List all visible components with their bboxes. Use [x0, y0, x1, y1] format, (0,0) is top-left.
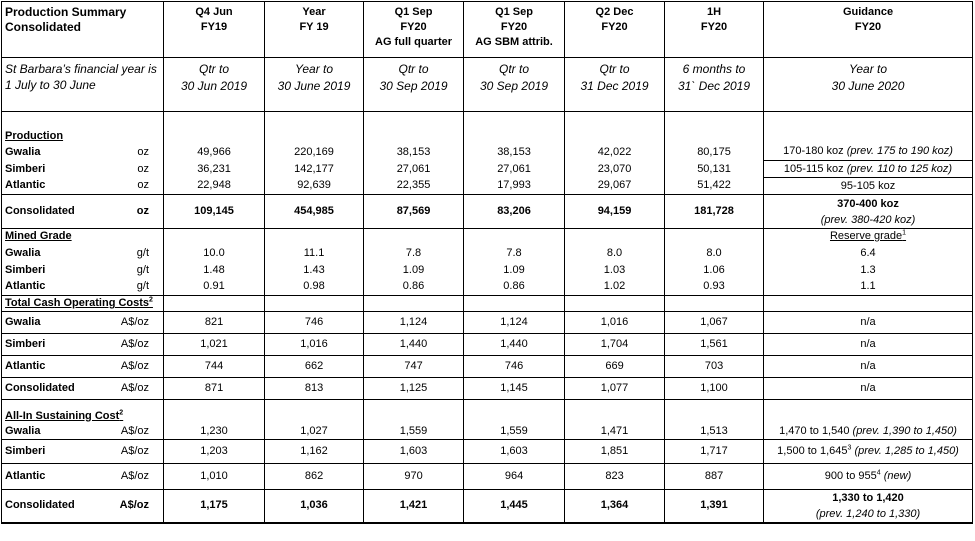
title-line2: Consolidated — [5, 20, 82, 34]
guidance-value: 105-115 koz — [783, 162, 844, 175]
period-line1: Year to — [295, 62, 334, 76]
value-cell: 1,364 — [565, 489, 665, 523]
value-cell: 1,124 — [464, 312, 565, 334]
value-cell: 1.09 — [464, 262, 565, 279]
value-cell: 454,985 — [265, 195, 364, 229]
row-label: Atlantic — [2, 178, 114, 195]
row-unit: oz — [114, 178, 164, 195]
col-header-line1: Guidance — [842, 6, 894, 18]
value-cell: 1,230 — [164, 424, 265, 440]
col-header-q4-jun-fy19 — [164, 2, 265, 58]
empty-cell — [464, 296, 565, 312]
row-unit: g/t — [114, 245, 164, 262]
empty-cell — [565, 400, 665, 424]
table-row — [2, 463, 973, 489]
value-cell: 0.93 — [665, 279, 764, 296]
empty-cell — [665, 129, 764, 144]
spacer-cell — [164, 112, 265, 129]
row-label: Simberi — [2, 439, 114, 463]
value-cell: 1,162 — [265, 439, 364, 463]
value-cell: 0.86 — [364, 279, 464, 296]
value-cell: 1,016 — [265, 334, 364, 356]
guidance-note: (prev. 1,285 to 1,450) — [854, 444, 959, 457]
guidance-cell — [764, 489, 973, 523]
fiscal-year-note: St Barbara’s financial year is 1 July to 30 June — [2, 58, 164, 112]
guidance-note: (new) — [883, 469, 912, 482]
value-cell: 220,169 — [265, 144, 364, 161]
col-header-q2-dec-fy20 — [565, 2, 665, 58]
table-row — [2, 312, 973, 334]
empty-cell — [114, 129, 164, 144]
value-cell: 181,728 — [665, 195, 764, 229]
guidance-value: 370-400 koz — [837, 197, 899, 210]
period-line1: Qtr to — [199, 62, 230, 76]
guidance-value: 1,470 to 1,540 — [779, 424, 850, 437]
value-cell: 1.03 — [565, 262, 665, 279]
empty-cell — [764, 129, 973, 144]
col-header-line2: FY 19 — [299, 21, 329, 33]
guidance-value: 1,330 to 1,420 — [832, 491, 904, 504]
empty-cell — [464, 129, 565, 144]
empty-cell — [464, 400, 565, 424]
value-cell: 744 — [164, 356, 265, 378]
value-cell: 1,124 — [364, 312, 464, 334]
section-heading: Mined Grade — [2, 229, 114, 245]
guidance-cell: n/a — [764, 356, 973, 378]
row-label: Simberi — [2, 334, 114, 356]
period-line2: 30 Jun 2019 — [180, 79, 248, 93]
value-cell: 1,440 — [464, 334, 565, 356]
value-cell: 823 — [565, 463, 665, 489]
value-cell: 662 — [265, 356, 364, 378]
col-header-guidance-fy20 — [764, 2, 973, 58]
value-cell: 1,471 — [565, 424, 665, 440]
value-cell: 1,036 — [265, 489, 364, 523]
value-cell: 0.91 — [164, 279, 265, 296]
period-line1: 6 months to — [682, 62, 746, 76]
period-col-3 — [464, 58, 565, 112]
table-row — [2, 424, 973, 440]
period-line2: 30 June 2020 — [831, 79, 905, 93]
period-line2: 30 Sep 2019 — [379, 79, 448, 93]
col-header-line1: Year — [302, 6, 326, 18]
footnote-marker: 2 — [149, 296, 153, 304]
row-unit: A$/oz — [114, 378, 164, 400]
value-cell: 1,203 — [164, 439, 265, 463]
value-cell: 1,561 — [665, 334, 764, 356]
period-line1: Qtr to — [499, 62, 530, 76]
row-unit: A$/oz — [114, 356, 164, 378]
value-cell: 1.48 — [164, 262, 265, 279]
section-production-spacer — [2, 112, 973, 129]
value-cell: 1,445 — [464, 489, 565, 523]
value-cell: 1,603 — [464, 439, 565, 463]
value-cell: 1,100 — [665, 378, 764, 400]
table-row — [2, 144, 973, 161]
value-cell: 1.43 — [265, 262, 364, 279]
value-cell: 11.1 — [265, 245, 364, 262]
empty-cell — [565, 229, 665, 245]
guidance-cell — [764, 178, 973, 195]
value-cell: 871 — [164, 378, 265, 400]
value-cell: 821 — [164, 312, 265, 334]
guidance-cell — [764, 463, 973, 489]
row-unit: g/t — [114, 279, 164, 296]
value-cell: 1,513 — [665, 424, 764, 440]
guidance-cell — [764, 439, 973, 463]
value-cell: 109,145 — [164, 195, 265, 229]
value-cell: 94,159 — [565, 195, 665, 229]
value-cell: 1.06 — [665, 262, 764, 279]
empty-cell — [764, 400, 973, 424]
empty-cell — [364, 296, 464, 312]
spacer-cell — [464, 112, 565, 129]
row-label: Gwalia — [2, 312, 114, 334]
value-cell: 1,067 — [665, 312, 764, 334]
section-heading-label: All-In Sustaining Cost — [5, 409, 120, 422]
table-row-total — [2, 195, 973, 229]
header-row — [2, 2, 973, 58]
footnote-marker: 3 — [847, 443, 852, 451]
value-cell: 862 — [265, 463, 364, 489]
value-cell: 970 — [364, 463, 464, 489]
row-label: Simberi — [2, 161, 114, 178]
empty-cell — [665, 229, 764, 245]
value-cell: 1,016 — [565, 312, 665, 334]
value-cell: 17,993 — [464, 178, 565, 195]
guidance-note: (prev. 110 to 125 koz) — [846, 162, 953, 175]
section-production-heading — [2, 129, 973, 144]
value-cell: 87,569 — [364, 195, 464, 229]
guidance-cell — [764, 144, 973, 161]
empty-cell — [665, 400, 764, 424]
col-header-line2: FY20 — [700, 21, 728, 33]
empty-cell — [164, 229, 265, 245]
value-cell: 1,391 — [665, 489, 764, 523]
guidance-cell: 1.3 — [764, 262, 973, 279]
value-cell: 1,125 — [364, 378, 464, 400]
col-header-line3: AG SBM attrib. — [475, 36, 553, 48]
spacer-cell — [265, 112, 364, 129]
row-unit: A$/oz — [114, 489, 164, 523]
reserve-grade-label: Reserve grade — [829, 230, 903, 243]
value-cell: 1,440 — [364, 334, 464, 356]
col-header-year-fy19 — [265, 2, 364, 58]
value-cell: 1,704 — [565, 334, 665, 356]
spacer-cell — [2, 112, 114, 129]
value-cell: 27,061 — [364, 161, 464, 178]
guidance-value: 170-180 koz — [783, 145, 844, 158]
guidance-cell: n/a — [764, 334, 973, 356]
value-cell: 1,559 — [464, 424, 565, 440]
empty-cell — [464, 229, 565, 245]
value-cell: 49,966 — [164, 144, 265, 161]
table-row-total — [2, 378, 973, 400]
value-cell: 0.98 — [265, 279, 364, 296]
section-aisc-heading — [2, 400, 973, 424]
value-cell: 1,021 — [164, 334, 265, 356]
row-unit: A$/oz — [114, 312, 164, 334]
value-cell: 747 — [364, 356, 464, 378]
table-row — [2, 245, 973, 262]
empty-cell — [164, 129, 265, 144]
section-heading-label: Total Cash Operating Costs — [5, 297, 150, 309]
section-cash-costs-heading — [2, 296, 973, 312]
row-label: Gwalia — [2, 424, 114, 440]
col-header-line2: FY20 — [400, 21, 427, 33]
row-label: Simberi — [2, 262, 114, 279]
empty-cell — [364, 400, 464, 424]
col-header-line2: FY20 — [854, 21, 882, 33]
guidance-cell: n/a — [764, 312, 973, 334]
value-cell: 142,177 — [265, 161, 364, 178]
empty-cell — [164, 400, 265, 424]
period-col-2 — [364, 58, 464, 112]
guidance-cell: 1.1 — [764, 279, 973, 296]
guidance-cell: n/a — [764, 378, 973, 400]
row-label: Atlantic — [2, 279, 114, 296]
spacer-cell — [764, 112, 973, 129]
spacer-cell — [114, 112, 164, 129]
row-label: Atlantic — [2, 463, 114, 489]
period-col-5 — [665, 58, 764, 112]
col-header-line1: Q1 Sep — [394, 6, 433, 18]
value-cell: 29,067 — [565, 178, 665, 195]
guidance-note: (prev. 380-420 koz) — [820, 213, 916, 226]
spacer-cell — [565, 112, 665, 129]
value-cell: 10.0 — [164, 245, 265, 262]
value-cell: 703 — [665, 356, 764, 378]
col-header-line1: Q1 Sep — [495, 6, 533, 18]
value-cell: 813 — [265, 378, 364, 400]
empty-cell — [565, 129, 665, 144]
col-header-line2: FY20 — [601, 21, 628, 33]
empty-cell — [364, 129, 464, 144]
guidance-cell — [764, 161, 973, 178]
period-line1: Qtr to — [398, 62, 429, 76]
value-cell: 1,027 — [265, 424, 364, 440]
value-cell: 1,145 — [464, 378, 565, 400]
footnote-marker: 2 — [119, 408, 124, 416]
value-cell: 1,421 — [364, 489, 464, 523]
value-cell: 746 — [464, 356, 565, 378]
guidance-value: 900 to 955 — [824, 469, 877, 482]
spacer-cell — [364, 112, 464, 129]
col-header-line2: FY20 — [500, 21, 528, 33]
col-header-q1-sep-fy20-attrib — [464, 2, 565, 58]
empty-cell — [364, 229, 464, 245]
row-unit: A$/oz — [114, 439, 164, 463]
guidance-note: (prev. 1,240 to 1,330) — [815, 507, 921, 520]
row-unit: g/t — [114, 262, 164, 279]
value-cell: 8.0 — [665, 245, 764, 262]
section-grade-heading — [2, 229, 973, 245]
value-cell: 23,070 — [565, 161, 665, 178]
value-cell: 964 — [464, 463, 565, 489]
footnote-marker: 4 — [876, 468, 881, 476]
value-cell: 42,022 — [565, 144, 665, 161]
value-cell: 51,422 — [665, 178, 764, 195]
row-label: Gwalia — [2, 245, 114, 262]
period-line2: 30 June 2019 — [277, 79, 351, 93]
table-row — [2, 178, 973, 195]
row-unit: oz — [114, 195, 164, 229]
period-col-4 — [565, 58, 665, 112]
col-header-line3: AG full quarter — [375, 36, 453, 48]
period-col-0 — [164, 58, 265, 112]
table-title — [2, 2, 164, 58]
section-heading: Production — [2, 129, 114, 144]
value-cell: 27,061 — [464, 161, 565, 178]
empty-cell — [265, 129, 364, 144]
value-cell: 1.02 — [565, 279, 665, 296]
value-cell: 7.8 — [464, 245, 565, 262]
row-unit: oz — [114, 161, 164, 178]
row-label: Atlantic — [2, 356, 114, 378]
guidance-cell: 6.4 — [764, 245, 973, 262]
value-cell: 38,153 — [464, 144, 565, 161]
period-col-6 — [764, 58, 973, 112]
value-cell: 1,010 — [164, 463, 265, 489]
value-cell: 1.09 — [364, 262, 464, 279]
row-label: Consolidated — [2, 195, 114, 229]
period-line2: 30 Sep 2019 — [479, 79, 549, 93]
guidance-cell — [764, 195, 973, 229]
col-header-line1: Q4 Jun — [195, 6, 233, 18]
value-cell: 80,175 — [665, 144, 764, 161]
value-cell: 92,639 — [265, 178, 364, 195]
value-cell: 1,077 — [565, 378, 665, 400]
col-header-q1-sep-fy20-full — [364, 2, 464, 58]
col-header-1h-fy20 — [665, 2, 764, 58]
guidance-note: (prev. 175 to 190 koz) — [846, 145, 953, 158]
value-cell: 83,206 — [464, 195, 565, 229]
table-row — [2, 439, 973, 463]
value-cell: 7.8 — [364, 245, 464, 262]
period-col-1 — [265, 58, 364, 112]
period-line2: 31 Dec 2019 — [580, 79, 649, 93]
value-cell: 1,559 — [364, 424, 464, 440]
col-header-line2: FY19 — [200, 21, 228, 33]
period-row — [2, 58, 973, 112]
value-cell: 50,131 — [665, 161, 764, 178]
value-cell: 669 — [565, 356, 665, 378]
empty-cell — [665, 296, 764, 312]
row-unit: oz — [114, 144, 164, 161]
empty-cell — [164, 296, 265, 312]
value-cell: 38,153 — [364, 144, 464, 161]
row-unit: A$/oz — [114, 463, 164, 489]
guidance-value: 95-105 koz — [840, 179, 896, 192]
value-cell: 0.86 — [464, 279, 565, 296]
guidance-cell — [764, 424, 973, 440]
reserve-grade-heading — [764, 229, 973, 245]
value-cell: 8.0 — [565, 245, 665, 262]
spacer-cell — [665, 112, 764, 129]
value-cell: 746 — [265, 312, 364, 334]
period-line1: Qtr to — [599, 62, 630, 76]
empty-cell — [265, 296, 364, 312]
value-cell: 1,717 — [665, 439, 764, 463]
value-cell: 1,603 — [364, 439, 464, 463]
period-line2: 31` Dec 2019 — [677, 79, 751, 93]
section-heading — [2, 296, 164, 312]
col-header-line1: 1H — [706, 6, 722, 18]
table-row-total — [2, 489, 973, 523]
row-label: Gwalia — [2, 144, 114, 161]
value-cell: 1,851 — [565, 439, 665, 463]
row-label: Consolidated — [2, 489, 114, 523]
row-unit: A$/oz — [114, 334, 164, 356]
guidance-note: (prev. 1,390 to 1,450) — [852, 424, 957, 437]
col-header-line1: Q2 Dec — [595, 6, 634, 18]
value-cell: 22,355 — [364, 178, 464, 195]
table-row — [2, 356, 973, 378]
row-unit: A$/oz — [114, 424, 164, 440]
footnote-marker: 1 — [902, 229, 907, 237]
period-line1: Year to — [849, 62, 888, 76]
value-cell: 1,175 — [164, 489, 265, 523]
empty-cell — [565, 296, 665, 312]
table-row — [2, 262, 973, 279]
table-row — [2, 279, 973, 296]
production-summary-table — [1, 1, 973, 524]
section-heading — [2, 400, 164, 424]
guidance-value: 1,500 to 1,645 — [777, 444, 848, 457]
empty-cell — [764, 296, 973, 312]
empty-cell — [265, 229, 364, 245]
table-row — [2, 334, 973, 356]
table-row — [2, 161, 973, 178]
row-label: Consolidated — [2, 378, 114, 400]
value-cell: 36,231 — [164, 161, 265, 178]
value-cell: 22,948 — [164, 178, 265, 195]
empty-cell — [265, 400, 364, 424]
empty-cell — [114, 229, 164, 245]
value-cell: 887 — [665, 463, 764, 489]
title-line1: Production Summary — [5, 5, 127, 19]
